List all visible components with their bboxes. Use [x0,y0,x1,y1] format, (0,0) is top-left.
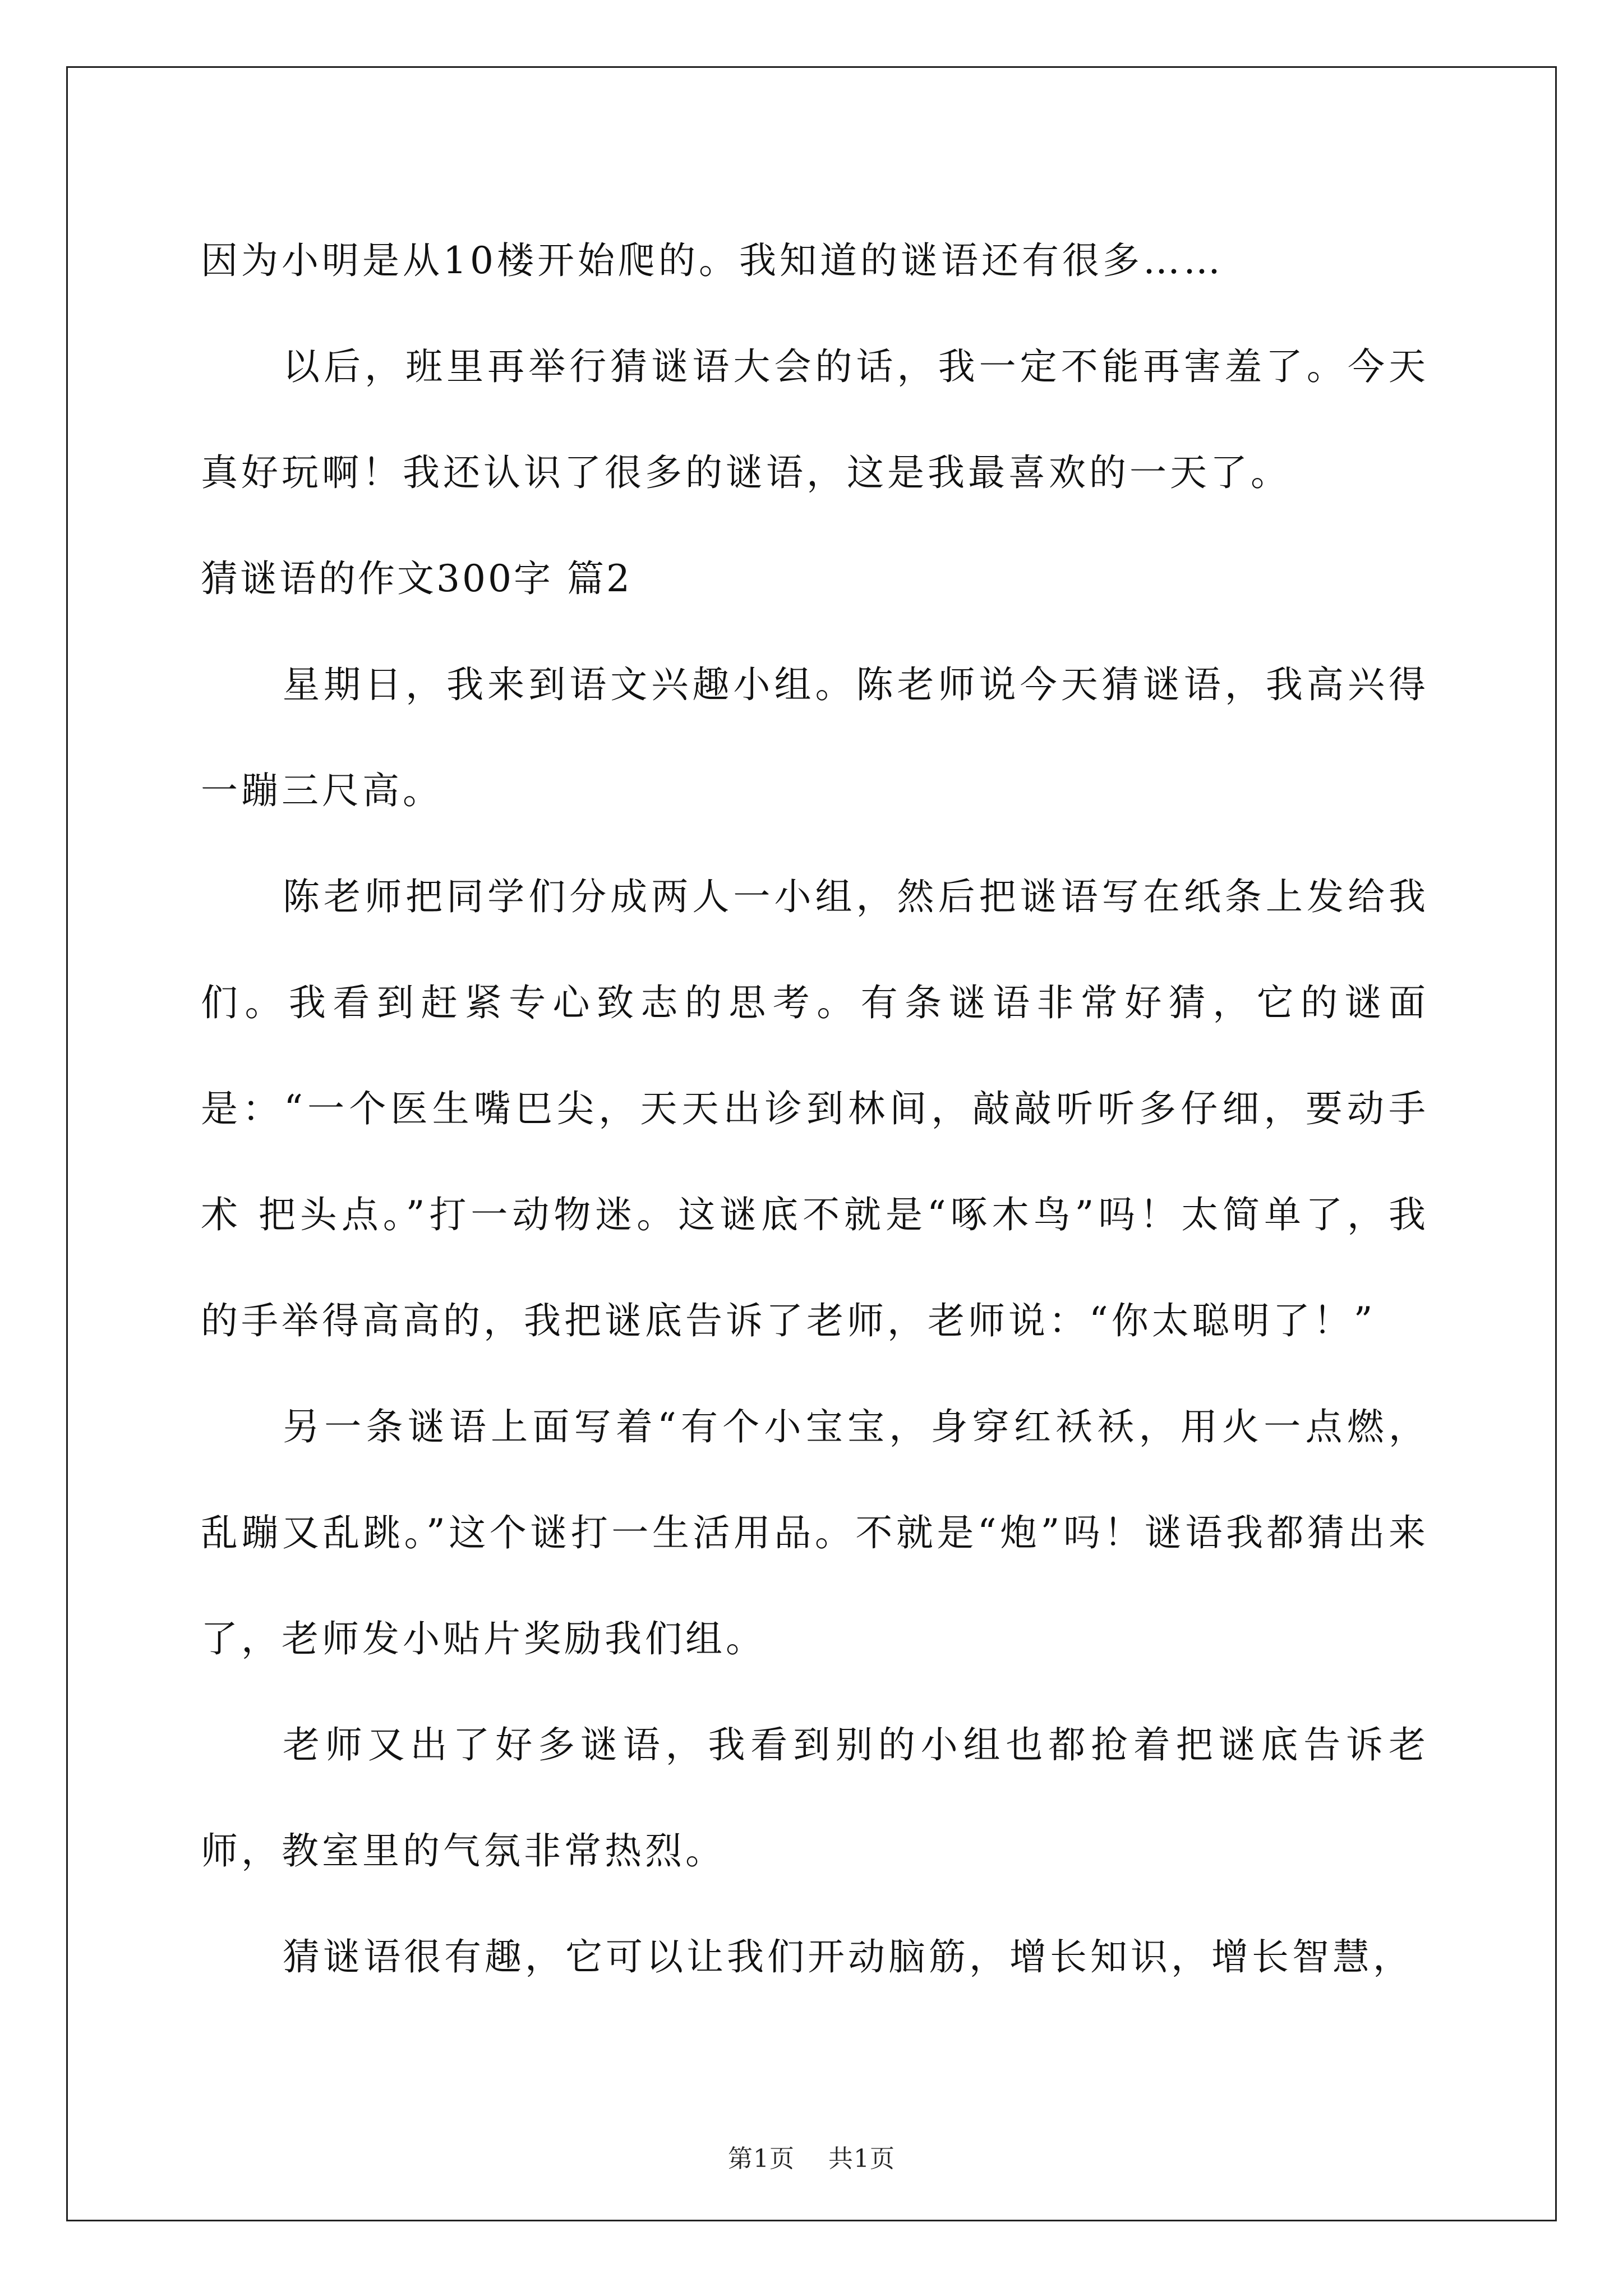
paragraph: 因为小明是从10楼开始爬的。我知道的谜语还有很多…… [201,239,1224,282]
paragraph: 以后，班里再举行猜谜语大会的话，我一定不能再害羞了。今天真好玩啊！我还认识了很多的谜语，这是我最喜欢的一天了。 [201,345,1429,494]
paragraph: 猜谜语很有趣，它可以让我们开动脑筋，增长知识，增长智慧， [283,1935,1413,1978]
document-body [201,208,1429,2010]
page-total: 共1页 [828,2145,895,2173]
page-footer [0,2138,1623,2174]
paragraph: 老师又出了好多谜语，我看到别的小组也都抢着把谜底告诉老师，教室里的气氛非常热烈。 [201,1723,1429,1872]
paragraph: 星期日，我来到语文兴趣小组。陈老师说今天猜谜语，我高兴得一蹦三尺高。 [201,663,1429,812]
page-number: 第1页 [728,2145,795,2173]
paragraph: 另一条谜语上面写着“有个小宝宝，身穿红袄袄，用火一点燃，乱蹦又乱跳。”这个谜打一生活用品。不就是“炮”吗！谜语我都猜出来了，老师发小贴片奖励我们组。 [201,1405,1429,1660]
paragraph: 陈老师把同学们分成两人一小组，然后把谜语写在纸条上发给我们。我看到赶紧专心致志的思考。有条谜语非常好猜，它的谜面是：“一个医生嘴巴尖，天天出诊到林间，敲敲听听多仔细，要动手术 把头点。”打一动物迷。这谜底不就是“啄木鸟”吗！太简单了，我的手举得高高的，我把谜底告诉了老师，老师说：“你太聪明了！” [201,875,1429,1342]
section-heading: 猜谜语的作文300字 篇2 [201,557,632,600]
